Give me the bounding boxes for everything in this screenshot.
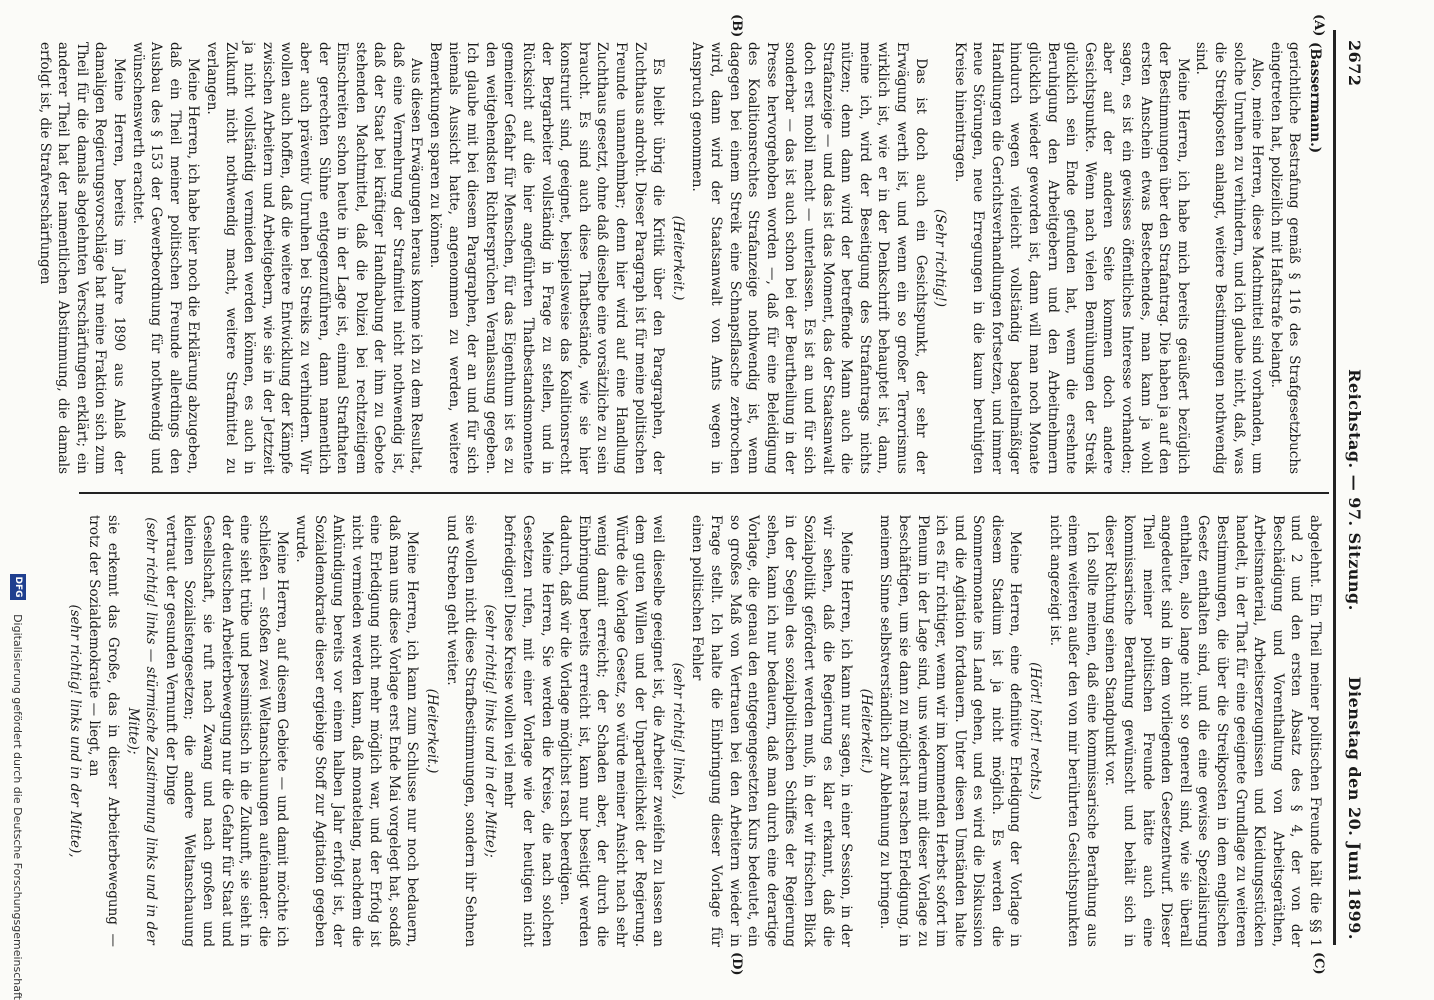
interjection: (Hört! hört! rechts.) [1027,662,1044,800]
paragraph: Meine Herren, eine definitive Erledigung der Vorlage in diesem Stadium ist ja nicht möglich. Es werden die Sommermonate ins Land gehen, und es wird die Diskussion und die Agitation fortdauern. Unter diesen Umständen halte ich es für richtiger, wenn wir im kommenden Herbst sofort im Plenum in der Lage sind, uns wiederum mit dieser Vorlage zu beschäftigen, um sie dann zu möglichst raschen Erledigung, in meinem Sinne selbstverständlich zur Ablehnung zu bringen. [877,515,1024,947]
paragraph: sie wollen nicht diese Strafbestimmungen, sondern ihr Sehnen und Streben geht weiter. [443,515,479,947]
interjection: (sehr richtig! links), [669,662,686,800]
margin-mark-d: (D) [729,952,744,976]
paragraph: Ich sollte meinen, daß eine kommissarische Berathung aus einem weiteren außer den von mir berührten Gesichtspunkten nicht angezeigt ist. [1046,515,1100,947]
left-column [35,42,1324,474]
speaker-name: (Bassermann.) [1307,42,1323,154]
digitization-credit [6,0,30,1000]
paragraph: gerichtliche Bestrafung gemäß § 116 des Strafgesetzbuchs eingetreten hat, polizeilich mit Haftstrafe belangt. [1267,42,1303,474]
column-divider [79,492,1329,494]
margin-mark-a: (A) [1311,14,1326,37]
paragraph: Es bleibt übrig die Kritik über den Paragraphen, der Zuchthaus androht. Dieser Paragraph ist für meine politischen Freunde unannehmbar; denn hier wird auf eine Handlung Zuchthaus gesetzt, ohne daß dieselbe eine vorsätzliche zu sein braucht. Es sind auch diese Thatbestände, wie sie hier konstruirt sind, geeignet, beispielsweise das Koalitionsrecht der Bergarbeiter vollständig in Frage zu stellen, und in Rücksicht auf die hier angeführten Thatbestandsmomente gemeiner Gefahr für Menschen, für das Eigenthum ist es zu den weitgehendsten Richtersprüchen Veranlassung gegeben. Ich glaube mit bei diesem Paragraphen, der an und für sich niemals Aussicht hatte, angenommen zu werden, weitere Bemerkungen sparen zu können. [427,42,667,474]
paragraph: Also, meine Herren, diese Machtmittel sind vorhanden, um solche Unruhen zu verhindern, und ich glaube nicht, daß, was die Streikposten anlangt, weitere Bestimmungen nothwendig sind. [1193,42,1266,474]
paragraph: Meine Herren, ich habe hier noch die Erklärung abzugeben, daß ein Theil meiner politischen Freunde allerdings den Ausbau des § 153 der Gewerbeordnung für nothwendig und wünschenswerth erachtet. [129,42,202,474]
page-title: Reichstag. — 97. Sitzung. [1345,369,1364,611]
paragraph: Meine Herren, ich habe mich bereits geäußert bezüglich der Bestimmungen über den Strafantrag. Die haben ja auf den ersten Anschein etwas Bestechendes, man kann ja wohl sagen, es ist ein gewisses öffentliches Interesse vorhanden; aber auf der anderen Seite kommen doch andere Gesichtspunkte. Wenn nach vielen Bemühungen der Streik glücklich sein Ende gefunden hat, wenn die ersehnte Beruhigung den Arbeitgebern und den Arbeitnehmern glücklich wieder geworden ist, dann will man noch Monate hindurch wegen vielleicht vollständig bagatellmäßiger Handlungen die Gerichtsverhandlungen fortsetzen, und immer neue Störungen, neue Erregungen in die kaum beruhigten Kreise hineintragen. [951,42,1191,474]
header-rule [1333,30,1336,945]
margin-mark-b: (B) [729,14,744,38]
interjection: (Heiterkeit.) [857,688,874,774]
credit-text: Digitalisierung gefördert durch die Deutsche Forschungsgemeinschaft [11,614,25,1000]
interjection: (Sehr richtig!) [932,208,949,308]
margin-mark-c: (C) [1311,952,1326,975]
paragraph: Das ist doch auch ein Gesichtspunkt, der sehr der Erwägung werth ist, und wenn ein so großer Terrorismus wirklich ist, wie er in der Denkschrift behauptet ist, dann, meine ich, wird der Beseitigung des Strafantrags nichts nützen; denn dann wird der betreffende Mann auch die Strafanzeige — und das ist das Moment, das der Staatsanwalt doch erst mobil macht — unterlassen. Es ist an und für sich sonderbar — das ist auch schon bei der Beurtheilung in der Presse hervorgehoben worden —, daß für eine Beleidigung des Koalitionsrechtes Strafanzeige nothwendig ist, wenn dagegen bei einem Streik eine Schnapsflasche zerbrochen wird, dann wird der Staatsanwalt von Amts wegen in Anspruch genommen. [689,42,929,474]
paragraph: Meine Herren, bereits im Jahre 1890 aus Anlaß der damaligen Regierungsvorschläge hat meine Fraktion sich zum Theil für die damals abgelehnten Verschärfungen erklärt; ein anderer Theil hat der namentlichen Abstimmung, die damals erfolgt ist, die Strafverschärfungen [36,42,127,474]
paragraph: Aus diesen Erwägungen heraus komme ich zu dem Resultat, daß eine Vermehrung der Strafmittel nicht nothwendig ist, daß der Staat bei kräftiger Handhabung der ihm zu Gebote stehenden Machtmittel, daß die Polizei bei rechtzeitigem Einschreiten schon heute in der Lage ist, einmal Strafthaten der gerechten Sühne entgegenzuführen, dann namentlich aber auch präventiv Unruhen bei Streiks zu verhindern. Wir wollen auch hoffen, daß die weitere Entwicklung der Kämpfe zwischen Arbeitern und Arbeitgebern, wie sie in der Jetztzeit ja nicht vollständig vermieden werden können, es auch in Zukunft nicht nothwendig macht, weitere Strafmittel zu verlangen. [203,42,425,474]
interjection: (Heiterkeit.) [424,688,441,774]
paragraph: Meine Herren, Sie werden die Kreise, die nach solchen Gesetzen rufen, mit einer Vorlage wie der heutigen nicht befriedigen! Diese Kreise wollen viel mehr [501,515,555,947]
paragraph: Meine Herren, ich kann zum Schlusse nur noch bedauern, daß man uns diese Vorlage erst Ende Mai vorgelegt hat, sodaß eine Erledigung nicht mehr möglich war, und der Erfolg ist nicht vermieden werden kann, daß monatelang, nachdem die Ankündigung bereits vor einem halben Jahr erfolgt ist, der Sozialdemokratie dieser ergiebige Stoff zur Agitation gegeben wurde. [292,515,421,947]
paragraph: Meine Herren, auf diesem Gebiete — und damit möchte ich schließen — stoßen zwei Weltanschauungen aufeinander: die eine sieht trübe und pessimistisch in die Zukunft, sie sieht in der deutschen Arbeiterbewegung nur die Gefahr für Staat und Gesellschaft, sie ruft nach Zwang und nach großen und kleinen Sozialistengesetzen; die andere Weltanschauung vertraut der gesunden Vernunft der Dinge [162,515,291,947]
paragraph: Meine Herren, ich kann nur sagen, in einer Session, in der wir sehen, daß die Regierung es klar erkannt, daß die Sozialpolitik gefördert werden muß, in der wir frischen Blick in der Segeln des sozialpolitischen Schiffes der Regierung sehen, kann ich nur bedauern, daß man durch eine derartige Vorlage, die genau den entgegengesetzten Kurs bedeutet, ein so großes Maß von Vertrauen bei den Arbeitern wieder in Frage stellt. Ich halte die Einbringung dieser Vorlage für einen politischen Fehler [689,515,855,947]
page-number: 2672 [1345,40,1364,87]
interjection: (sehr richtig! links und in der Mitte), [66,604,83,858]
interjection: (Heiterkeit.) [669,215,686,301]
paragraph: abgelehnt. Ein Theil meiner politischen Freunde hält die §§ 1 und 2 und den ersten Absatz des § 4, der von der Beschädigung und Vorenthaltung von Arbeitsgeräthen, Arbeitsmaterial, Arbeitserzeugnissen und Kleidungsstücken handelt, in der That für eine geeignete Grundlage zu weiteren Bestimmungen, die über die Streikposten in dem englischen Gesetz enthalten sind, und die eine gewisse Spezialisirung enthalten, also lange nicht so generell sind, wie sie überall angedeutet sind in dem vorliegenden Gesetzentwurf. Dieser Theil meiner politischen Freunde hätte auch eine kommissarische Berathung gewünscht und behält sich in dieser Richtung seinen Standpunkt vor. [1102,515,1323,947]
interjection: (sehr richtig! links — stürmische Zustimmung links und in der Mitte); [124,517,160,945]
page-date: Dienstag den 20. Juni 1899. [1345,676,1364,940]
page-header [1340,40,1364,940]
paragraph: sie erkennt das Große, das in dieser Arbeiterbewegung — trotz der Sozialdemokratie — liegt, an [86,515,121,947]
interjection: (sehr richtig! links und in der Mitte); [481,604,498,858]
dfg-logo: DFG [10,574,26,600]
right-column [64,515,1324,947]
paragraph: weil dieselbe geeignet ist, die Arbeiter zweifeln zu lassen an dem guten Willen und der Unparteilichkeit der Regierung. Würde die Vorlage Gesetz, so würde meiner Ansicht nach sehr wenig damit erreicht; der Schaden aber, der durch die Einbringung bereits erreicht ist, kann nur beseitigt werden dadurch, daß wir die Vorlage möglichst rasch beerdigen. [557,515,667,947]
